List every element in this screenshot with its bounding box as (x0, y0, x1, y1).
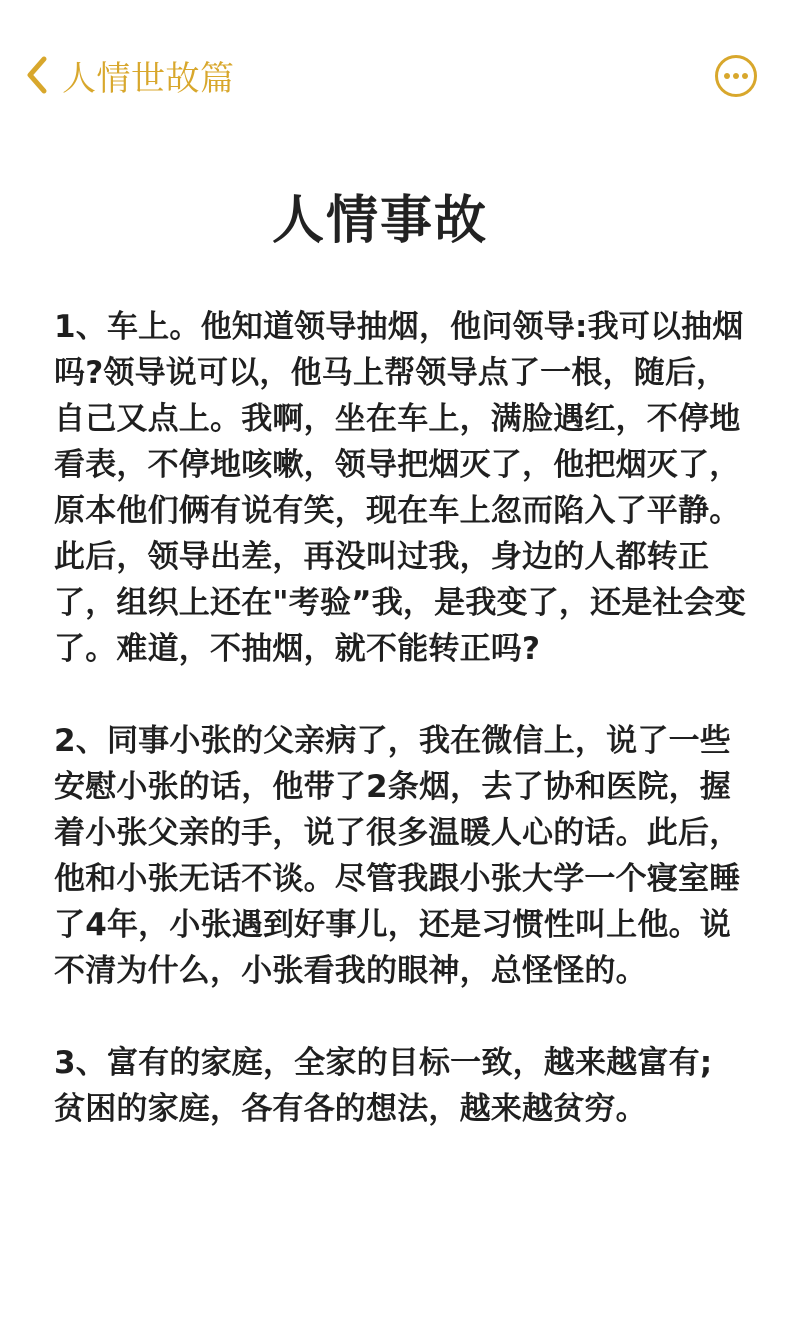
note-paragraph-3: 3、富有的家庭，全家的目标一致，越来越富有; 贫困的家庭，各有各的想法，越来越贫穷。 (54, 1045, 713, 1127)
more-options-button[interactable] (714, 54, 758, 98)
note-paragraph-2: 2、同事小张的父亲病了，我在微信上，说了一些安慰小张的话，他带了2条烟，去了协和医院，握着小张父亲的手，说了很多温暖人心的话。此后，他和小张无话不谈。尽管我跟小张大学一个寝室睡了4年，小张遇到好事儿，还是习惯性叫上他。说不清为什么，小张看我的眼神，总怪怪的。 (54, 723, 741, 989)
navigation-bar (0, 0, 800, 150)
note-body[interactable] (54, 304, 754, 1132)
back-button-label: 人情世故篇 (62, 58, 235, 99)
note-paragraph-1: 1、车上。他知道领导抽烟，他问领导:我可以抽烟吗?领导说可以，他马上帮领导点了一根，随后，自己又点上。我啊，坐在车上，满脸遇红，不停地看表，不停地咳嗽，领导把烟灭了，他把烟灭了，原本他们俩有说有笑，现在车上忽而陷入了平静。此后，领导出差，再没叫过我，身边的人都转正了，组织上还在"考验”我，是我变了，还是社会变了。难道，不抽烟，就不能转正吗? (54, 309, 747, 667)
back-button[interactable] (22, 50, 235, 100)
chevron-left-icon (22, 53, 52, 97)
more-horizontal-circle-icon (714, 54, 758, 98)
note-title: 人情事故 (271, 191, 488, 251)
